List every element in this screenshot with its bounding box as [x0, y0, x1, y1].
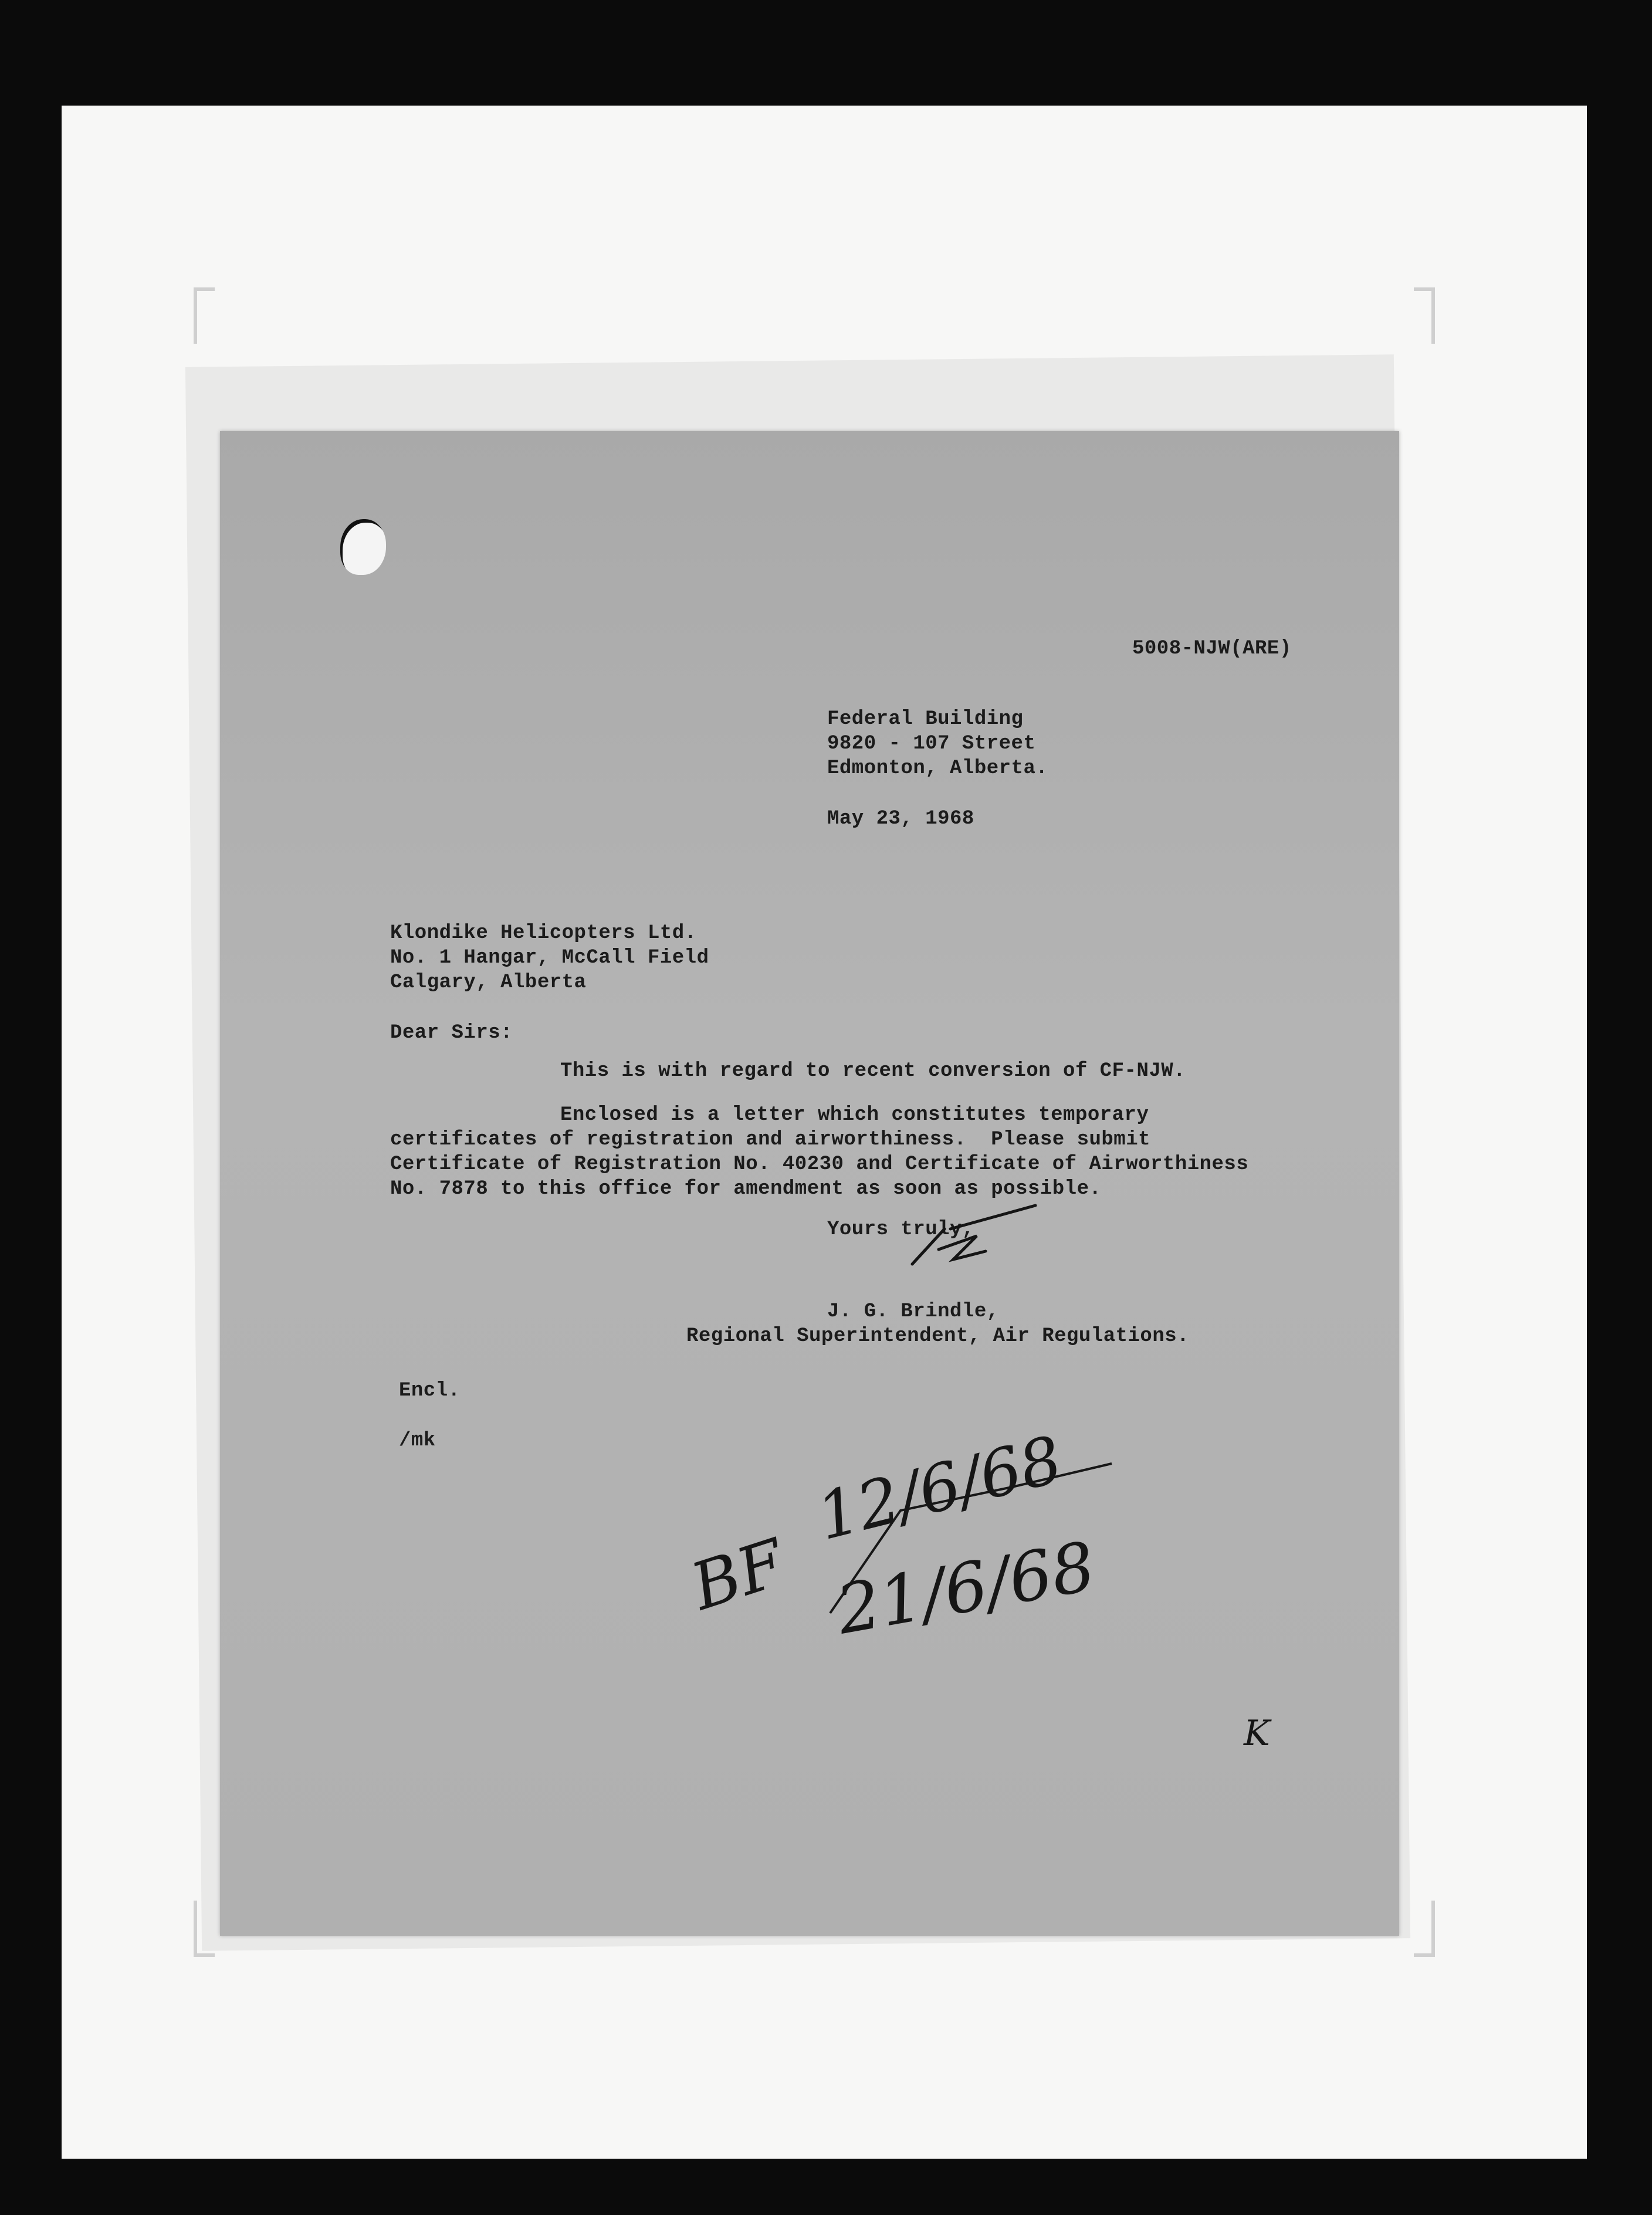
enclosure-note: Encl.	[399, 1380, 461, 1402]
body-line-1: Enclosed is a letter which constitutes temporary	[560, 1104, 1149, 1126]
recipient-line-1: Klondike Helicopters Ltd.	[390, 922, 697, 944]
letter-date: May 23, 1968	[827, 808, 974, 830]
recipient-line-2: No. 1 Hangar, McCall Field	[390, 947, 709, 969]
body-line-3: Certificate of Registration No. 40230 and Certificate of Airworthiness	[390, 1153, 1249, 1176]
sender-address-line-2: 9820 - 107 Street	[827, 733, 1036, 755]
typist-initials: /mk	[399, 1430, 436, 1452]
sender-address-line-1: Federal Building	[827, 708, 1024, 730]
crop-mark-top-right	[1414, 287, 1435, 344]
handwritten-mark: K	[1244, 1713, 1270, 1754]
handwritten-signature: JB	[947, 1211, 994, 1259]
crop-mark-top-left	[194, 287, 215, 344]
signatory-name: J. G. Brindle,	[827, 1300, 999, 1323]
salutation: Dear Sirs:	[390, 1022, 513, 1044]
file-reference: 5008-NJW(ARE)	[1132, 638, 1292, 660]
body-line-4: No. 7878 to this office for amendment as soon as possible.	[390, 1178, 1102, 1200]
handwritten-initials: BF	[682, 1525, 794, 1625]
closing: Yours truly,	[827, 1218, 974, 1241]
sender-address-line-3: Edmonton, Alberta.	[827, 757, 1048, 780]
body-line-2: certificates of registration and airworthiness. Please submit	[390, 1129, 1151, 1151]
handwritten-date-2: 21/6/68	[831, 1527, 1101, 1650]
body-paragraph-1: This is with regard to recent conversion of CF-NJW.	[560, 1060, 1186, 1082]
crop-mark-bottom-right	[1414, 1901, 1435, 1957]
handwritten-annotations	[220, 431, 1399, 1936]
handwritten-date-1: 12/6/68	[810, 1421, 1069, 1555]
recipient-line-3: Calgary, Alberta	[390, 971, 587, 994]
signatory-title: Regional Superintendent, Air Regulations.	[686, 1325, 1190, 1347]
letter-page	[220, 431, 1399, 1936]
